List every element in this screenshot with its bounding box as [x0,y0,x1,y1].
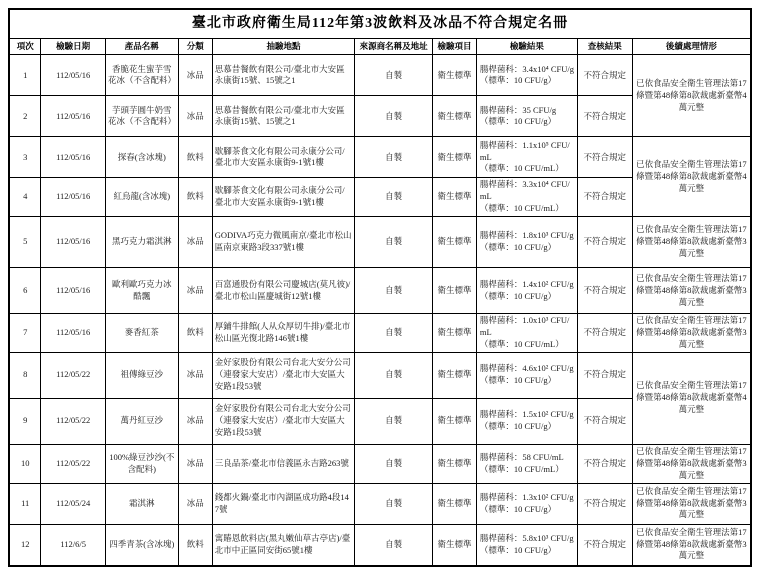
cell-penalty: 已依食品安全衛生管理法第17條暨第48條第8款裁處新臺幣4萬元整 [632,55,751,137]
cell-source: 自製 [355,55,433,96]
table-row [9,352,751,398]
cell-result [476,314,577,353]
cell-date: 112/05/16 [41,314,106,353]
cell-category: 飲料 [178,314,212,353]
cell-item: 衛生標準 [433,217,477,268]
result-value: 腸桿菌科：3.3x10⁴ CFU/mL [479,179,570,202]
cell-check: 不符合規定 [577,178,632,217]
cell-result [476,137,577,178]
col-header-no: 項次 [9,38,41,55]
cell-category: 冰品 [178,352,212,398]
result-standard: （標準：10 CFU/g） [479,242,557,253]
result-standard: （標準：10 CFU/mL） [479,338,564,349]
cell-no: 8 [9,352,41,398]
cell-penalty: 已依食品安全衛生管理法第17條暨第48條第8款裁處新臺幣3萬元整 [632,268,751,314]
cell-product: 100%綠豆沙沙(不含配料) [105,444,178,483]
cell-location: 思慕昔餐飲有限公司/臺北市大安區永康街15號、15號之1 [212,55,354,96]
cell-source: 自製 [355,314,433,353]
cell-no: 9 [9,398,41,444]
cell-source: 自製 [355,268,433,314]
cell-check: 不符合規定 [577,55,632,96]
cell-source: 自製 [355,178,433,217]
result-standard: （標準：10 CFU/g） [479,503,557,514]
cell-item: 衛生標準 [433,137,477,178]
cell-item: 衛生標準 [433,314,477,353]
cell-date: 112/05/16 [41,268,106,314]
cell-no: 12 [9,524,41,566]
cell-category: 冰品 [178,444,212,483]
cell-location: 三良品茶/臺北市信義區永吉路263號 [212,444,354,483]
cell-result [476,96,577,137]
cell-no: 11 [9,483,41,524]
cell-source: 自製 [355,524,433,566]
cell-date: 112/05/16 [41,217,106,268]
cell-product: 四季青茶(含冰塊) [105,524,178,566]
cell-check: 不符合規定 [577,96,632,137]
col-header-followup: 後續處理情形 [632,38,751,55]
col-header-location: 抽驗地點 [212,38,354,55]
cell-no: 3 [9,137,41,178]
cell-date: 112/05/16 [41,55,106,96]
cell-date: 112/05/16 [41,178,106,217]
cell-result [476,178,577,217]
cell-location: 金好家股份有限公司台北大安分公司（連發家大安店）/臺北市大安區大安路1段53號 [212,398,354,444]
cell-date: 112/05/22 [41,352,106,398]
cell-location: 寓賰恩飲料店(黑丸嫩仙草古亭店)/臺北市中正區同安街65號1樓 [212,524,354,566]
cell-product: 歐利歐巧克力冰酷飄 [105,268,178,314]
result-value: 腸桿菌科：1.3x10² CFU/g [479,491,574,502]
result-value: 腸桿菌科：1.5x10² CFU/g [479,409,574,420]
cell-penalty: 已依食品安全衛生管理法第17條暨第48條第8款裁處新臺幣3萬元整 [632,524,751,566]
cell-no: 2 [9,96,41,137]
cell-category: 冰品 [178,398,212,444]
cell-category: 冰品 [178,217,212,268]
page-title: 臺北市政府衛生局112年第3波飲料及冰品不符合規定名冊 [9,9,751,38]
table-row [9,314,751,353]
cell-item: 衛生標準 [433,524,477,566]
col-header-source: 來源商名稱及地址 [355,38,433,55]
cell-category: 飲料 [178,524,212,566]
header-row [9,38,751,55]
cell-item: 衛生標準 [433,483,477,524]
cell-result [476,524,577,566]
cell-no: 6 [9,268,41,314]
cell-item: 衛生標準 [433,96,477,137]
cell-category: 冰品 [178,268,212,314]
result-standard: （標準：10 CFU/g） [479,421,557,432]
result-value: 腸桿菌科：1.1x10⁵ CFU/mL [479,139,570,162]
table-row [9,524,751,566]
col-header-category: 分類 [178,38,212,55]
cell-no: 4 [9,178,41,217]
cell-penalty: 已依食品安全衛生管理法第17條暨第48條第8款裁處新臺幣3萬元整 [632,444,751,483]
cell-product: 紅烏龍(含冰塊) [105,178,178,217]
cell-source: 自製 [355,137,433,178]
cell-item: 衛生標準 [433,444,477,483]
cell-item: 衛生標準 [433,55,477,96]
cell-product: 霜淇淋 [105,483,178,524]
cell-check: 不符合規定 [577,268,632,314]
cell-location: 厚鋪牛排館(人从众厚切牛排)/臺北市松山區光復北路146號1樓 [212,314,354,353]
table-row [9,268,751,314]
result-standard: （標準：10 CFU/mL） [479,163,564,174]
cell-result [476,268,577,314]
result-standard: （標準：10 CFU/g） [479,375,557,386]
col-header-date: 檢驗日期 [41,38,106,55]
cell-no: 10 [9,444,41,483]
cell-product: 麥香紅茶 [105,314,178,353]
cell-item: 衛生標準 [433,398,477,444]
result-value: 腸桿菌科：1.8x10³ CFU/g [479,230,574,241]
cell-no: 7 [9,314,41,353]
result-value: 腸桿菌科：1.0x10³ CFU/mL [479,315,570,338]
table-row [9,217,751,268]
result-standard: （標準：10 CFU/g） [479,116,557,127]
cell-product: 黑巧克力霜淇淋 [105,217,178,268]
cell-source: 自製 [355,398,433,444]
cell-result [476,217,577,268]
cell-check: 不符合規定 [577,444,632,483]
cell-source: 自製 [355,217,433,268]
result-standard: （標準：10 CFU/g） [479,290,557,301]
table-row [9,444,751,483]
cell-source: 自製 [355,96,433,137]
cell-category: 冰品 [178,55,212,96]
cell-category: 冰品 [178,483,212,524]
cell-item: 衛生標準 [433,268,477,314]
cell-date: 112/05/24 [41,483,106,524]
cell-item: 衛生標準 [433,178,477,217]
cell-date: 112/05/16 [41,96,106,137]
cell-source: 自製 [355,483,433,524]
cell-category: 冰品 [178,96,212,137]
result-standard: （標準：10 CFU/g） [479,75,557,86]
table-row [9,137,751,178]
cell-check: 不符合規定 [577,398,632,444]
cell-product: 香脆花生蜜芋雪花冰（不含配料） [105,55,178,96]
cell-product: 探春(含冰塊) [105,137,178,178]
result-value: 腸桿菌科：4.6x10² CFU/g [479,363,574,374]
cell-category: 飲料 [178,178,212,217]
cell-location: 百富通股份有限公司慶城店(莫凡彼)/臺北市松山區慶城街12號1樓 [212,268,354,314]
cell-product: 祖傳綠豆沙 [105,352,178,398]
cell-check: 不符合規定 [577,352,632,398]
cell-penalty: 已依食品安全衛生管理法第17條暨第48條第8款裁處新臺幣3萬元整 [632,314,751,353]
cell-date: 112/6/5 [41,524,106,566]
result-value: 腸桿菌科：35 CFU/g [479,104,557,115]
cell-no: 5 [9,217,41,268]
cell-product: 萬丹紅豆沙 [105,398,178,444]
inspection-table [8,8,752,567]
cell-check: 不符合規定 [577,524,632,566]
cell-source: 自製 [355,444,433,483]
cell-location: 金好家股份有限公司台北大安分公司（連發家大安店）/臺北市大安區大安路1段53號 [212,352,354,398]
result-value: 腸桿菌科：58 CFU/mL [479,451,564,462]
cell-check: 不符合規定 [577,217,632,268]
cell-item: 衛生標準 [433,352,477,398]
cell-result [476,398,577,444]
cell-check: 不符合規定 [577,483,632,524]
cell-location: GODIVA巧克力微風南京/臺北市松山區南京東路3段337號1樓 [212,217,354,268]
table-row [9,55,751,96]
result-value: 腸桿菌科：5.8x10³ CFU/g [479,532,574,543]
cell-category: 飲料 [178,137,212,178]
cell-check: 不符合規定 [577,314,632,353]
cell-result [476,352,577,398]
cell-location: 歇腳茶食文化有限公司永康分公司/臺北市大安區永康街9-1號1樓 [212,178,354,217]
col-header-result: 檢驗結果 [476,38,577,55]
cell-penalty: 已依食品安全衛生管理法第17條暨第48條第8款裁處新臺幣3萬元整 [632,217,751,268]
cell-penalty: 已依食品安全衛生管理法第17條暨第48條第8款裁處新臺幣3萬元整 [632,483,751,524]
cell-date: 112/05/22 [41,444,106,483]
result-standard: （標準：10 CFU/g） [479,544,557,555]
col-header-item: 檢驗項目 [433,38,477,55]
cell-source: 自製 [355,352,433,398]
cell-location: 歇腳茶食文化有限公司永康分公司/臺北市大安區永康街9-1號1樓 [212,137,354,178]
cell-penalty: 已依食品安全衛生管理法第17條暨第48條第8款裁處新臺幣4萬元整 [632,352,751,444]
result-standard: （標準：10 CFU/mL） [479,463,564,474]
cell-product: 芋頭芋圓牛奶雪花冰（不含配料） [105,96,178,137]
result-value: 腸桿菌科：3.4x10⁴ CFU/g [479,63,575,74]
result-value: 腸桿菌科：1.4x10² CFU/g [479,278,574,289]
cell-no: 1 [9,55,41,96]
cell-date: 112/05/22 [41,398,106,444]
cell-check: 不符合規定 [577,137,632,178]
cell-result [476,444,577,483]
cell-date: 112/05/16 [41,137,106,178]
result-standard: （標準：10 CFU/mL） [479,203,564,214]
cell-result [476,483,577,524]
cell-result [476,55,577,96]
col-header-check: 查核結果 [577,38,632,55]
cell-location: 思慕昔餐飲有限公司/臺北市大安區永康街15號、15號之1 [212,96,354,137]
cell-penalty: 已依食品安全衛生管理法第17條暨第48條第8款裁處新臺幣4萬元整 [632,137,751,217]
table-row [9,483,751,524]
cell-location: 錢都火鍋/臺北市內湖區成功路4段147號 [212,483,354,524]
col-header-product: 產品名稱 [105,38,178,55]
title-row [9,9,751,38]
